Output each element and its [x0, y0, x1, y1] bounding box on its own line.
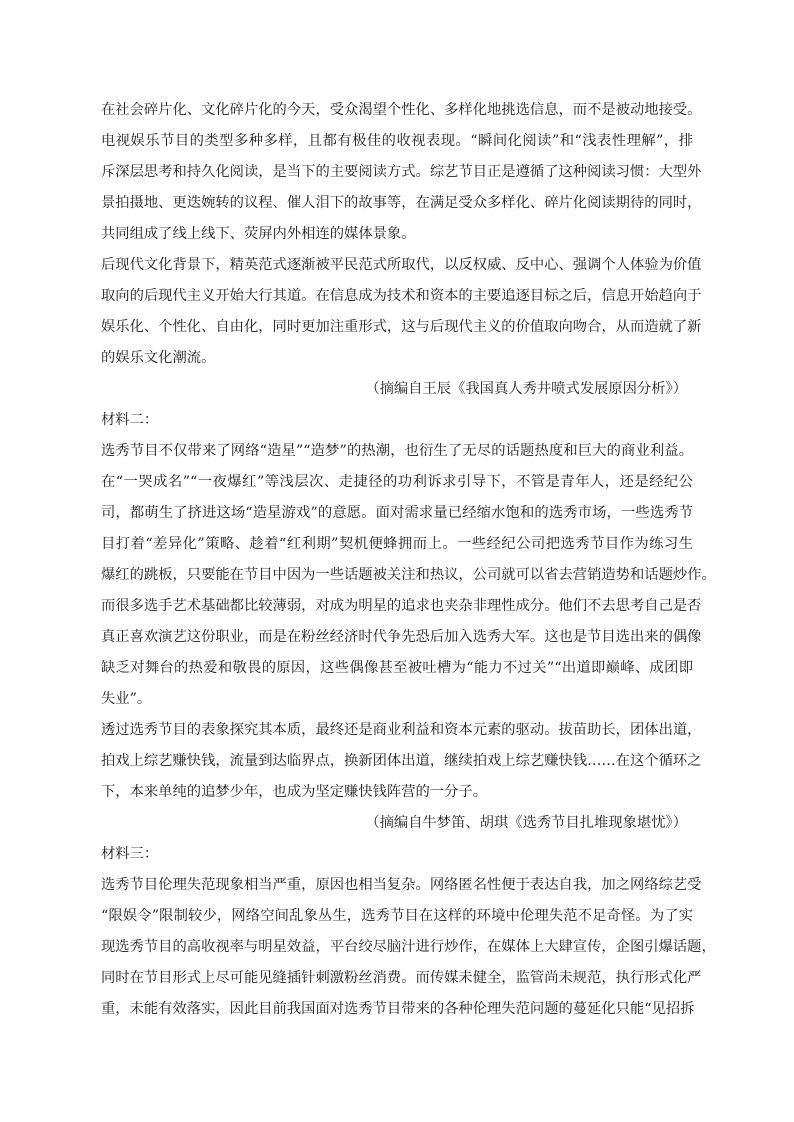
- paragraph-1-line-2: 电视娱乐节目的类型多种多样，且都有极佳的收视表现。“瞬间化阅读”和“浅表性理解”，排: [101, 133, 693, 149]
- paragraph-2-line-1: 后现代文化背景下，精英范式逐渐被平民范式所取代，以反权威、反中心、强调个人体验为价值: [101, 257, 702, 273]
- paragraph-1-line-4: 景拍摄地、更迭婉转的议程、催人泪下的故事等，在满足受众多样化、碎片化阅读期待的同时，: [101, 195, 702, 211]
- paragraph-5-line-2: “限娱令”限制较少，网络空间乱象丛生，选秀节目在这样的环境中伦理失范不足奇怪。为了实: [101, 908, 693, 924]
- source-citation-1: （摘编自王辰《我国真人秀井喷式发展原因分析》）: [365, 381, 687, 397]
- paragraph-5-line-3: 现选秀节目的高收视率与明星效益，平台绞尽脑汁进行炒作，在媒体上大肆宣传，企图引爆话题，: [101, 939, 716, 955]
- paragraph-4-line-3: 下，本来单纯的追梦少年，也成为坚定赚快钱阵营的一分子。: [101, 784, 488, 800]
- paragraph-2-line-4: 的娱乐文化潮流。: [101, 350, 216, 366]
- paragraph-1-line-5: 共同组成了线上线下、荧屏内外相连的媒体景象。: [101, 226, 416, 242]
- paragraph-1-line-1: 在社会碎片化、文化碎片化的今天，受众渴望个性化、多样化地挑选信息，而不是被动地接受。: [101, 102, 702, 118]
- paragraph-3-line-8: 缺乏对舞台的热爱和敬畏的原因，这些偶像甚至被吐槽为“能力不过关”“出道即巅峰、成团即: [101, 660, 693, 676]
- paragraph-3-line-7: 真正喜欢演艺这份职业，而是在粉丝经济时代争先恐后加入选秀大军。这也是节目选出来的偶像: [101, 629, 702, 645]
- paragraph-3-line-2: 在“一哭成名”“一夜爆红”等浅层次、走捷径的功利诉求引导下，不管是青年人，还是经纪公: [101, 474, 693, 490]
- paragraph-3-line-9: 失业”。: [101, 691, 152, 707]
- paragraph-3-line-1: 选秀节目不仅带来了网络“造星”“造梦”的热潮，也衍生了无尽的话题热度和巨大的商业利益。: [101, 443, 693, 459]
- paragraph-2-line-2: 取向的后现代主义开始大行其道。在信息成为技术和资本的主要追逐目标之后，信息开始趋向于: [101, 288, 702, 304]
- paragraph-3-line-6: 而很多选手艺术基础都比较薄弱，对成为明星的追求也夹杂非理性成分。他们不去思考自己是否: [101, 598, 702, 614]
- paragraph-3-line-4: 目打着“差异化”策略、趁着“红利期”契机便蜂拥而上。一些经纪公司把选秀节目作为练习生: [101, 536, 693, 552]
- paragraph-2-line-3: 娱乐化、个性化、自由化，同时更加注重形式，这与后现代主义的价值取向吻合，从而造就了新: [101, 319, 702, 335]
- paragraph-4-line-2: 拍戏上综艺赚快钱，流量到达临界点，换新团体出道，继续拍戏上综艺赚快钱……在这个循环之: [101, 753, 702, 769]
- paragraph-5-line-5: 重，未能有效落实，因此目前我国面对选秀节目带来的各种伦理失范问题的蔓延化只能“见招拆: [101, 1001, 695, 1017]
- source-citation-2: （摘编自牛梦笛、胡琪《选秀节目扎堆现象堪忧》）: [365, 815, 687, 831]
- paragraph-5-line-1: 选秀节目伦理失范现象相当严重，原因也相当复杂。网络匿名性便于表达自我，加之网络综艺受: [101, 877, 702, 893]
- paragraph-5-line-4: 同时在节目形式上尽可能见缝插针刺激粉丝消费。而传媒未健全，监管尚未规范，执行形式化严: [101, 970, 702, 986]
- material-2-heading: 材料二：: [101, 412, 159, 428]
- paragraph-1-line-3: 斥深层思考和持久化阅读，是当下的主要阅读方式。综艺节目正是遵循了这种阅读习惯：大型外: [101, 164, 702, 180]
- paragraph-3-line-3: 司，都萌生了挤进这场“造星游戏”的意愿。面对需求量已经缩水饱和的选秀市场，一些选秀节: [101, 505, 693, 521]
- paragraph-4-line-1: 透过选秀节目的表象探究其本质，最终还是商业利益和资本元素的驱动。拔苗助长，团体出道，: [101, 722, 702, 738]
- paragraph-3-line-5: 爆红的跳板，只要能在节目中因为一些话题被关注和热议，公司就可以省去营销造势和话题炒作。: [101, 567, 716, 583]
- material-3-heading: 材料三：: [101, 846, 159, 862]
